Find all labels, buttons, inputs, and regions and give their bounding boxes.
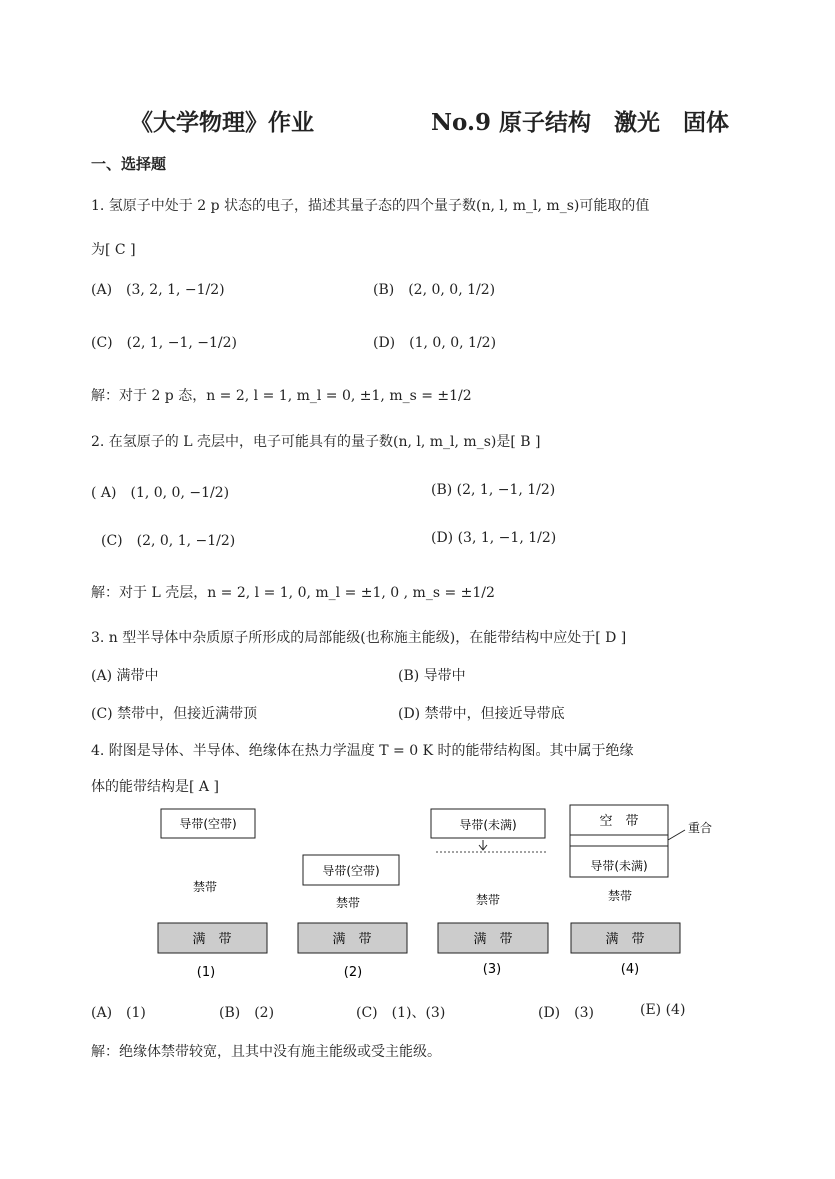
band-structure-figure (150, 800, 720, 985)
section-heading: 一、选择题 (91, 155, 167, 173)
page-title-left: 《大学物理》作业 (130, 109, 314, 136)
page-title-right: No.9 原子结构 激光 固体 (431, 109, 729, 136)
q2-text: 2. 在氢原子的 L 壳层中，电子可能具有的量子数(n, l, m_l, m_s)是[ B ] (91, 434, 541, 450)
q1-option-d: (D) (1, 0, 0, 1/2) (373, 335, 497, 351)
q4-option-a: (A) (1) (91, 1005, 146, 1021)
overlap-label: 重合 (688, 821, 713, 835)
q4-option-b: (B) (2) (219, 1005, 275, 1021)
q2-option-d: (D) (3, 1, −1, 1/2) (431, 530, 557, 546)
q1-option-a: (A) (3, 2, 1, −1/2) (91, 282, 225, 298)
q1-solution: 解：对于 2 p 态，n = 2, l = 1, m_l = 0, ±1, m_s = ±1/2 (91, 388, 472, 404)
q3-option-a: (A) 满带中 (91, 668, 159, 684)
q2-option-c: (C) (2, 0, 1, −1/2) (101, 533, 236, 549)
full-band-3-label: 满 带 (473, 932, 513, 947)
q3-option-d: (D) 禁带中，但接近导带底 (398, 706, 565, 722)
forbidden-band-2-label: 禁带 (335, 896, 361, 910)
q2-option-b: (B) (2, 1, −1, 1/2) (431, 482, 556, 498)
q4-text: 4. 附图是导体、半导体、绝缘体在热力学温度 T = 0 K 时的能带结构图。其中属于绝缘 (91, 743, 634, 759)
q4-solution: 解：绝缘体禁带较宽，且其中没有施主能级或受主能级。 (91, 1044, 441, 1060)
overlap-pointer (668, 830, 685, 840)
conduction-band-3-label: 导带(未满) (459, 818, 517, 832)
forbidden-band-3-label: 禁带 (475, 893, 501, 907)
q3-text: 3. n 型半导体中杂质原子所形成的局部能级(也称施主能级)，在能带结构中应处于[ D ] (91, 630, 627, 646)
conduction-band-2-label: 导带(空带) (322, 864, 380, 878)
conduction-band-4-label: 导带(未满) (590, 859, 648, 873)
q1-option-c: (C) (2, 1, −1, −1/2) (91, 335, 237, 351)
q1-option-b: (B) (2, 0, 0, 1/2) (373, 282, 496, 298)
q4-option-d: (D) (3) (538, 1005, 594, 1021)
panel-label-4: (4) (620, 962, 640, 977)
forbidden-band-4-label: 禁带 (607, 889, 633, 903)
q3-option-c: (C) 禁带中，但接近满带顶 (91, 706, 258, 722)
q2-option-a: ( A) (1, 0, 0, −1/2) (91, 485, 230, 501)
empty-band-4-label: 空 带 (599, 814, 639, 829)
q4-option-c: (C) (1)、(3) (356, 1005, 446, 1021)
q1-text: 1. 氢原子中处于 2 p 状态的电子，描述其量子态的四个量子数(n, l, m_l, m_s)可能取的值 (91, 198, 650, 214)
panel-label-3: (3) (482, 962, 502, 977)
panel-label-2: (2) (343, 965, 363, 980)
full-band-2-label: 满 带 (332, 932, 372, 947)
q1-answer: 为[ C ] (91, 242, 136, 258)
q3-option-b: (B) 导带中 (398, 668, 466, 684)
forbidden-band-1-label: 禁带 (192, 880, 218, 894)
q4-answer: 体的能带结构是[ A ] (91, 779, 219, 795)
full-band-4-label: 满 带 (605, 932, 645, 947)
panel-label-1: (1) (196, 965, 216, 980)
conduction-band-1-label: 导带(空带) (179, 817, 237, 831)
q2-solution: 解：对于 L 壳层，n = 2, l = 1, 0, m_l = ±1, 0 , m_s = ±1/2 (91, 585, 495, 601)
q4-option-e: (E) (4) (640, 1002, 686, 1018)
full-band-1-label: 满 带 (192, 932, 232, 947)
